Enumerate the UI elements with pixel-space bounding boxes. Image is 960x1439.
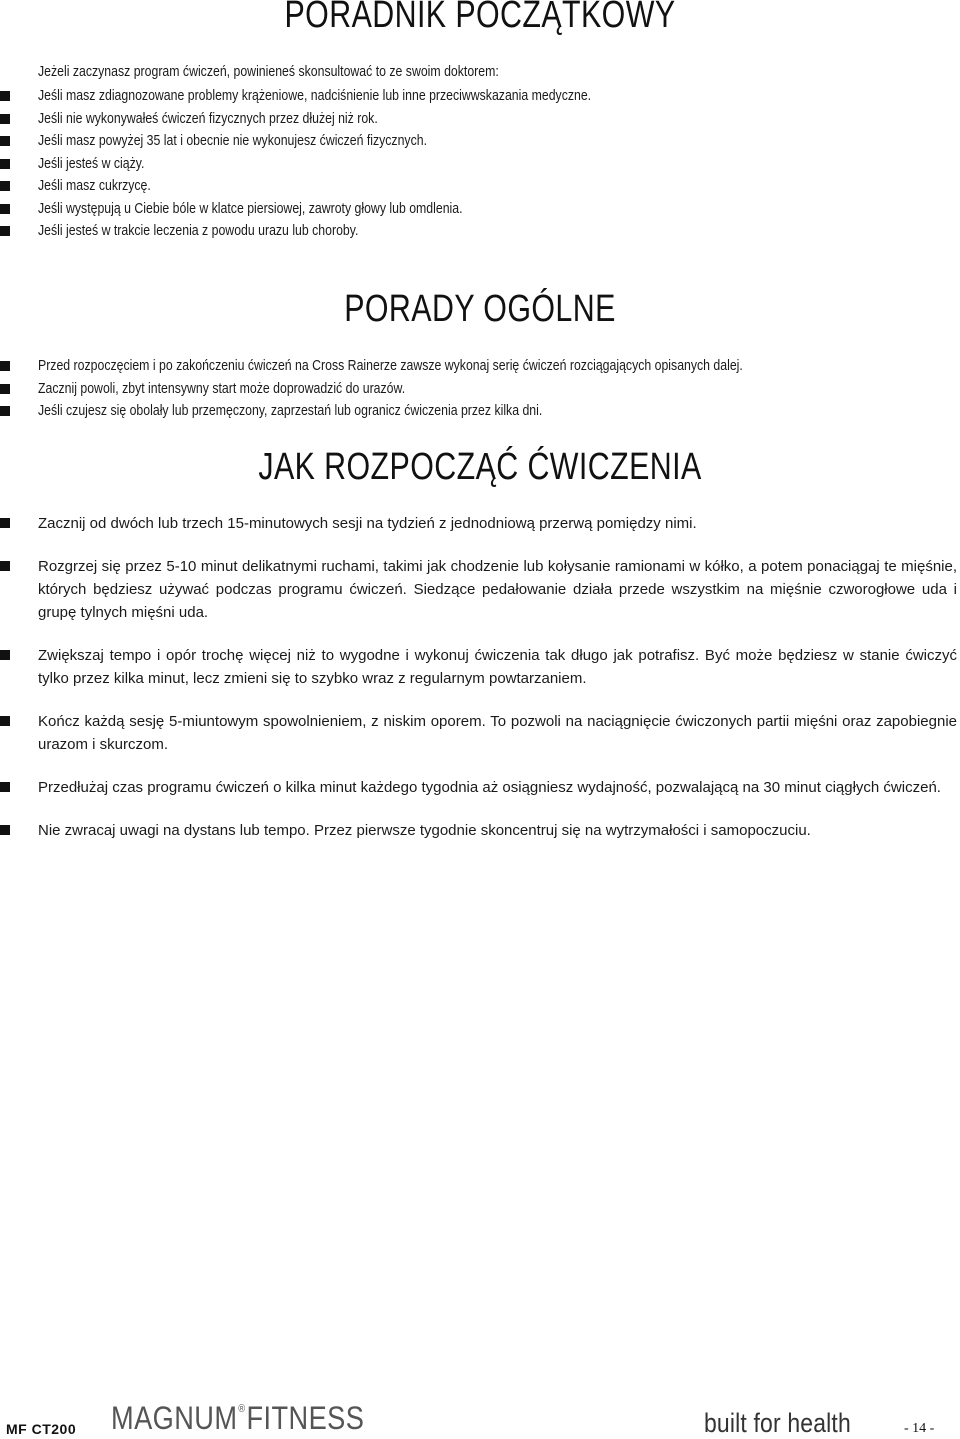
square-bullet-icon bbox=[0, 825, 10, 835]
brand-tagline: built for health bbox=[704, 1408, 851, 1438]
brand-name-part: FITNESS bbox=[246, 1400, 365, 1436]
page-title: PORADNIK POCZĄTKOWY bbox=[284, 0, 676, 36]
list-item: Jeśli masz powyżej 35 lat i obecnie nie wykonujesz ćwiczeń fizycznych. bbox=[0, 130, 958, 153]
square-bullet-icon bbox=[0, 518, 10, 528]
list-item: Kończ każdą sesję 5-miuntowym spowolnieniem, z niskim oporem. To pozwoli na naciągnięcie ćwiczonych partii mięśni oraz zapobiegnie urazom i skurczom. bbox=[0, 710, 960, 756]
section-title-start: JAK ROZPOCZĄĆ ĆWICZENIA bbox=[258, 446, 702, 488]
square-bullet-icon bbox=[0, 136, 10, 146]
beginner-warning-list bbox=[0, 85, 958, 243]
square-bullet-icon bbox=[0, 782, 10, 792]
square-bullet-icon bbox=[0, 204, 10, 214]
list-item: Nie zwracaj uwagi na dystans lub tempo. Przez pierwsze tygodnie skoncentruj się na wytrzymałości i samopoczuciu. bbox=[0, 819, 960, 842]
list-item: Zwiększaj tempo i opór trochę więcej niż to wygodne i wykonuj ćwiczenia tak długo jak potrafisz. Być może będziesz w stanie ćwiczyć tylko przez kilka minut, lecz zmieni się to szybko wraz z regularnym powtarzaniem. bbox=[0, 644, 960, 690]
list-item: Jeśli jesteś w trakcie leczenia z powodu urazu lub choroby. bbox=[0, 220, 958, 243]
registered-mark: ® bbox=[238, 1403, 246, 1415]
section-title-general: PORADY OGÓLNE bbox=[344, 288, 616, 330]
model-label: MF CT200 bbox=[6, 1421, 77, 1437]
start-exercise-list bbox=[0, 512, 960, 862]
square-bullet-icon bbox=[0, 384, 10, 394]
square-bullet-icon bbox=[0, 181, 10, 191]
list-item: Rozgrzej się przez 5-10 minut delikatnymi ruchami, takimi jak chodzenie lub kołysanie ramionami w kółko, a potem ponaciągaj te mięśnie, których będziesz używać podczas programu ćwiczeń. Siedzące pedałowanie działa przede wszystkim na mięśnie czworogłowe uda i grupę tylnych mięśni uda. bbox=[0, 555, 960, 624]
list-item: Zacznij powoli, zbyt intensywny start może doprowadzić do urazów. bbox=[0, 378, 958, 401]
intro-text: Jeżeli zaczynasz program ćwiczeń, powinieneś skonsultować to ze swoim doktorem: bbox=[38, 63, 499, 80]
square-bullet-icon bbox=[0, 716, 10, 726]
list-item: Jeśli czujesz się obolały lub przemęczony, zaprzestań lub ogranicz ćwiczenia przez kilka dni. bbox=[0, 400, 958, 423]
brand-name-part: MAGNUM bbox=[111, 1400, 238, 1436]
square-bullet-icon bbox=[0, 159, 10, 169]
square-bullet-icon bbox=[0, 561, 10, 571]
general-tips-list bbox=[0, 355, 958, 423]
square-bullet-icon bbox=[0, 650, 10, 660]
brand-logo bbox=[111, 1400, 364, 1437]
square-bullet-icon bbox=[0, 226, 10, 236]
list-item: Jeśli masz cukrzycę. bbox=[0, 175, 958, 198]
list-item: Jeśli nie wykonywałeś ćwiczeń fizycznych przez dłużej niż rok. bbox=[0, 108, 958, 131]
list-item: Zacznij od dwóch lub trzech 15-minutowych sesji na tydzień z jednodniową przerwą pomiędzy nimi. bbox=[0, 512, 960, 535]
list-item: Jeśli występują u Ciebie bóle w klatce piersiowej, zawroty głowy lub omdlenia. bbox=[0, 198, 958, 221]
list-item: Jeśli jesteś w ciąży. bbox=[0, 153, 958, 176]
page-footer bbox=[0, 1396, 960, 1439]
square-bullet-icon bbox=[0, 114, 10, 124]
page-number: - 14 - bbox=[904, 1421, 935, 1436]
list-item: Przedłużaj czas programu ćwiczeń o kilka minut każdego tygodnia aż osiągniesz wydajność, pozwalającą na 30 minut ciągłych ćwiczeń. bbox=[0, 776, 960, 799]
square-bullet-icon bbox=[0, 406, 10, 416]
list-item: Jeśli masz zdiagnozowane problemy krążeniowe, nadciśnienie lub inne przeciwwskazania medyczne. bbox=[0, 85, 958, 108]
square-bullet-icon bbox=[0, 361, 10, 371]
list-item: Przed rozpoczęciem i po zakończeniu ćwiczeń na Cross Rainerze zawsze wykonaj serię ćwiczeń rozciągających opisanych dalej. bbox=[0, 355, 958, 378]
square-bullet-icon bbox=[0, 91, 10, 101]
